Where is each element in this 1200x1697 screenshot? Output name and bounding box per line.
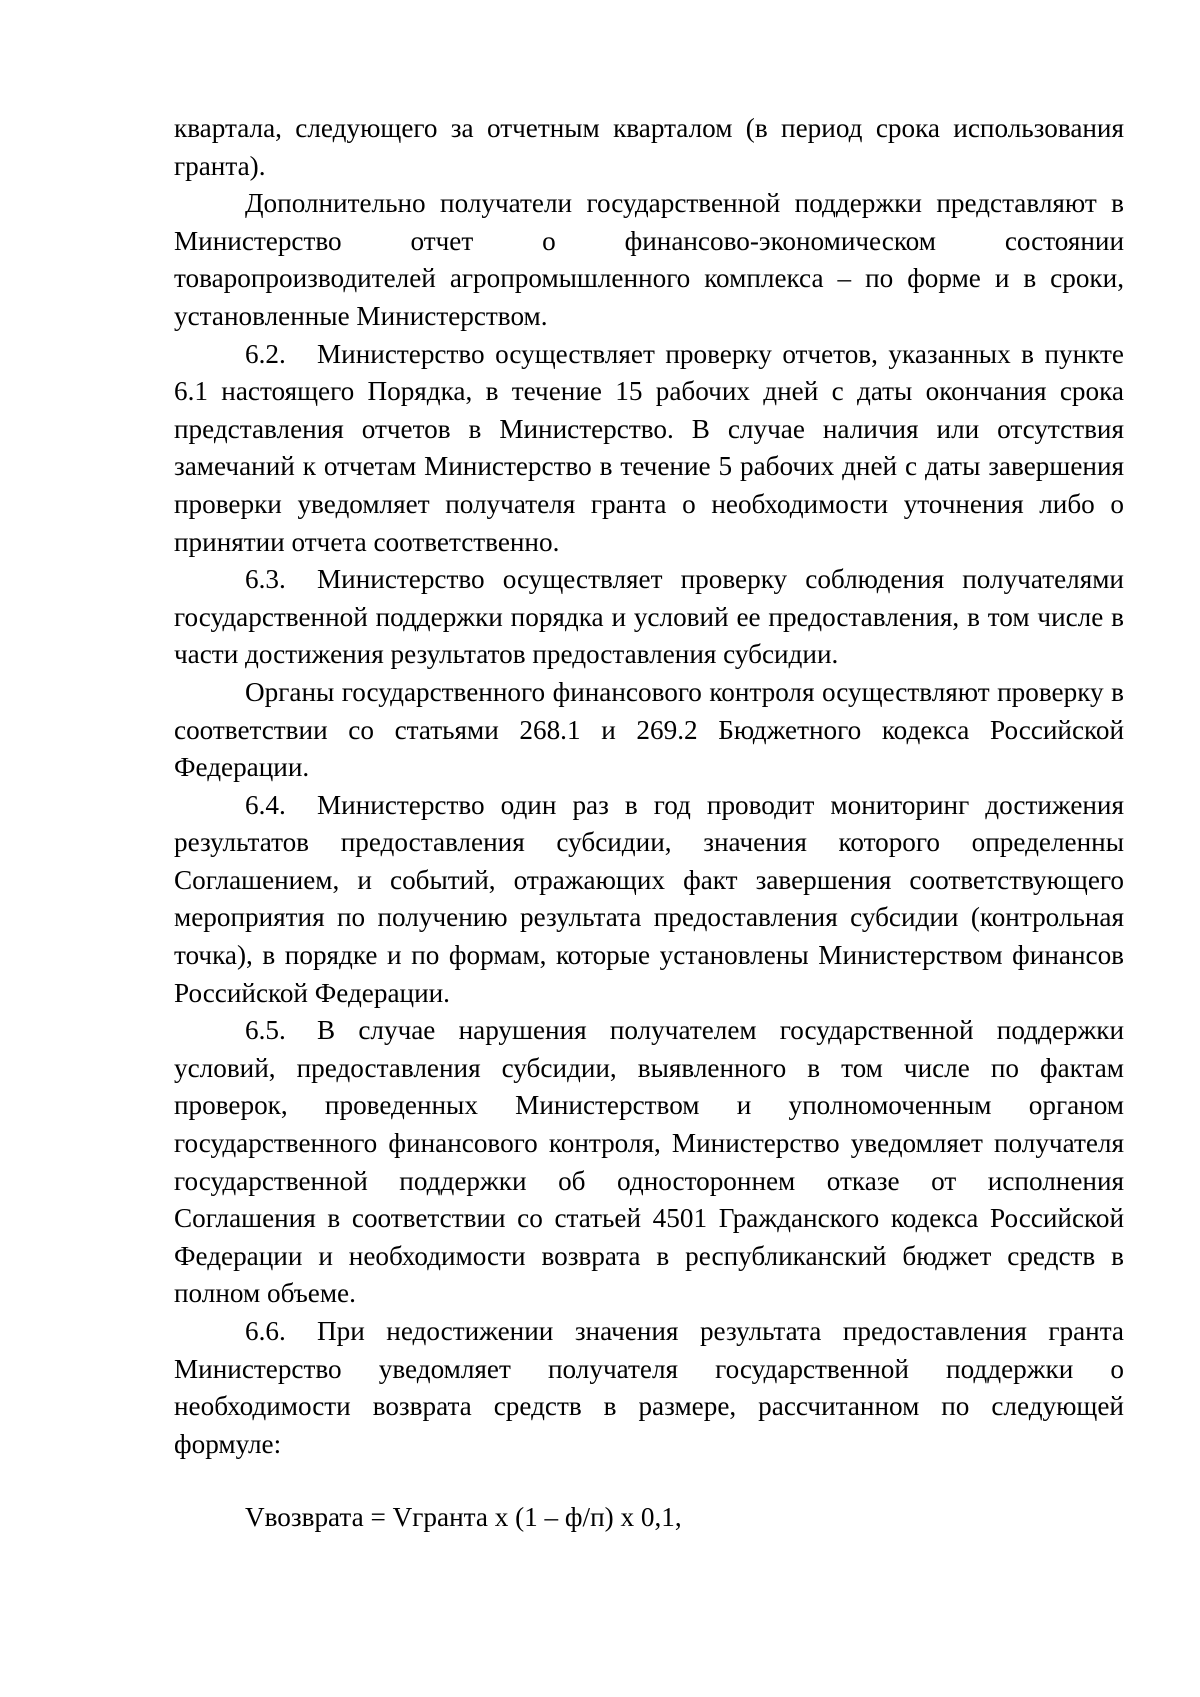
paragraph-6-6 xyxy=(174,1313,1124,1463)
paragraph-text: В случае нарушения получателем государственной поддержки условий, предоставления субсидии, выявленного в том числе по фактам проверок, проведенных Министерством и уполномоченным органом государственного финансового контроля, Министерство уведомляет получателя государственной поддержки об одностороннем отказе от исполнения Соглашения в соответствии со статьей 4501 Гражданского кодекса Российской Федерации и необходимости возврата в республиканский бюджет средств в полном объеме. xyxy=(174,1015,1124,1309)
return-formula: Vвозврата = Vгранта x (1 – ф/п) x 0,1, xyxy=(245,1502,682,1533)
clause-number: 6.5. xyxy=(245,1015,286,1046)
paragraph-additional-report xyxy=(174,185,1124,335)
clause-number: 6.2. xyxy=(245,338,286,369)
paragraph-financial-control xyxy=(174,674,1124,787)
paragraph-6-3 xyxy=(174,561,1124,674)
paragraph-continuation xyxy=(174,110,1124,185)
paragraph-text: Министерство один раз в год проводит мониторинг достижения результатов предоставления субсидии, значения которого определенны Соглашением, и событий, отражающих факт завершения соответствующего мероприятия по получению результата предоставления субсидии (контрольная точка), в порядке и по формам, которые установлены Министерством финансов Российской Федерации. xyxy=(174,789,1124,1008)
clause-number: 6.3. xyxy=(245,564,286,595)
paragraph-text: Министерство осуществляет проверку соблюдения получателями государственной поддержки порядка и условий ее предоставления, в том числе в части достижения результатов предоставления субсидии. xyxy=(174,564,1124,670)
paragraph-text: Дополнительно получатели государственной поддержки представляют в Министерство отчет о финансово-экономическом состоянии товаропроизводителей агропромышленного комплекса – по форме и в сроки, установленные Министерством. xyxy=(174,188,1124,331)
paragraph-text: При недостижении значения результата предоставления гранта Министерство уведомляет получателя государственной поддержки о необходимости возврата средств в размере, рассчитанном по следующей формуле: xyxy=(174,1316,1124,1459)
paragraph-text: Органы государственного финансового контроля осуществляют проверку в соответствии со статьями 268.1 и 269.2 Бюджетного кодекса Российской Федерации. xyxy=(174,676,1124,783)
paragraph-6-5 xyxy=(174,1012,1124,1313)
paragraph-6-2 xyxy=(174,336,1124,562)
paragraph-text: Министерство осуществляет проверку отчетов, указанных в пункте 6.1 настоящего Порядка, в течение 15 рабочих дней с даты окончания срока представления отчетов в Министерство. В случае наличия или отсутствия замечаний к отчетам Министерство в течение 5 рабочих дней с даты завершения проверки уведомляет получателя гранта о необходимости уточнения либо о принятии отчета соответственно. xyxy=(174,338,1124,557)
paragraph-6-4 xyxy=(174,787,1124,1013)
clause-number: 6.6. xyxy=(245,1316,286,1346)
document-page xyxy=(174,110,1124,1537)
clause-number: 6.4. xyxy=(245,789,286,820)
paragraph-text: квартала, следующего за отчетным кварталом (в период срока использования гранта). xyxy=(174,113,1124,181)
